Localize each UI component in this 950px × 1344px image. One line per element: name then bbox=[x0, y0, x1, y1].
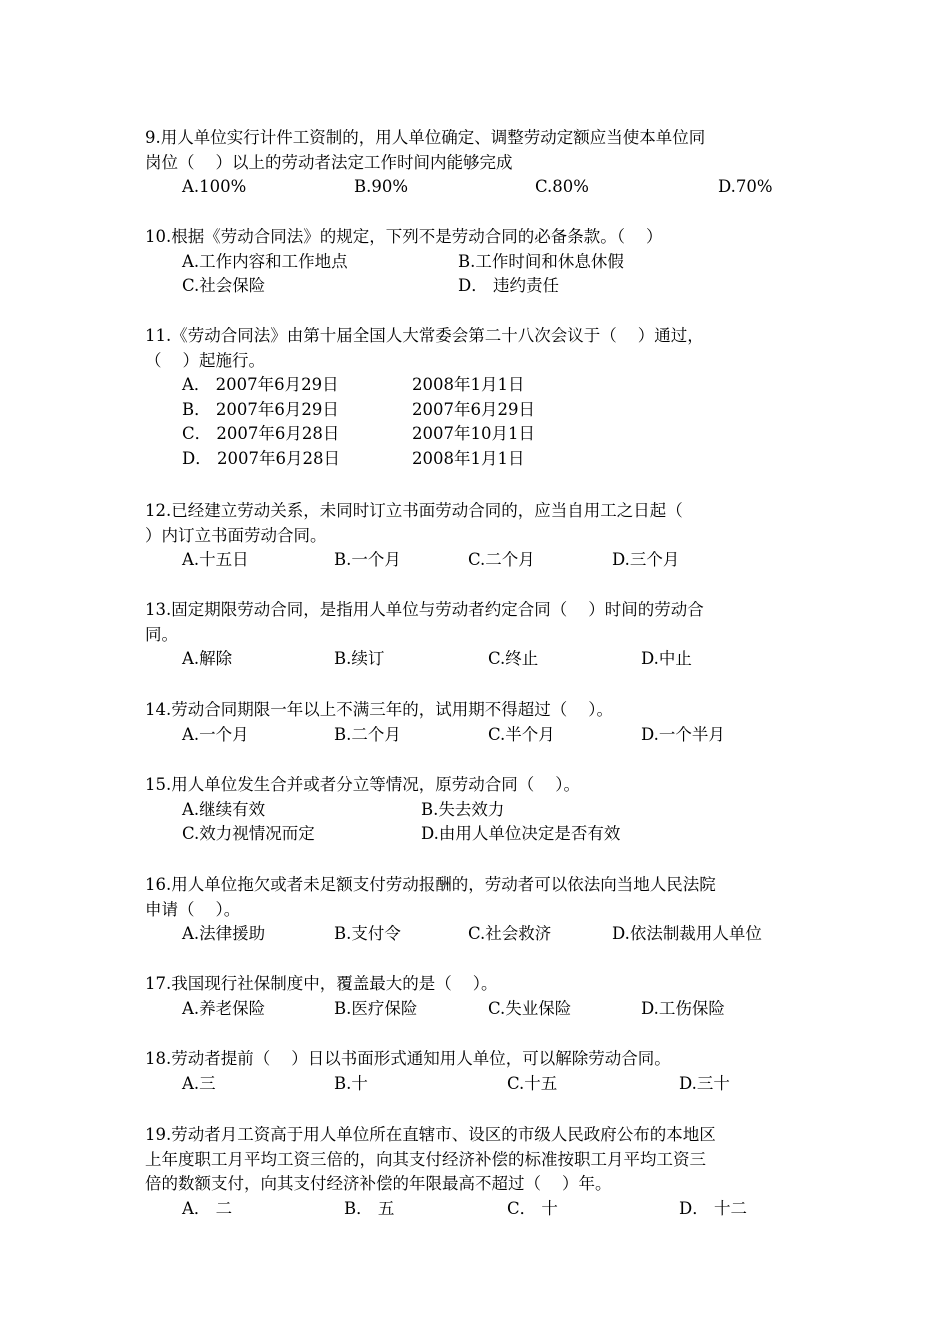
option-d: D.中止 bbox=[641, 649, 692, 668]
option-d: D.一个半月 bbox=[641, 724, 725, 744]
option-row bbox=[145, 1072, 815, 1097]
option-b-date-effective: 2007年6月29日 bbox=[412, 399, 535, 419]
option-b: B.医疗保险 bbox=[334, 998, 418, 1018]
option-b: B． 五 bbox=[344, 1198, 395, 1218]
option-c-date-passed: C． 2007年6月28日 bbox=[182, 424, 340, 443]
question-17 bbox=[145, 972, 815, 1021]
question-stem-line: 12.已经建立劳动关系，未同时订立书面劳动合同的，应当自用工之日起（ bbox=[145, 501, 683, 520]
question-12 bbox=[145, 499, 815, 573]
option-row bbox=[145, 250, 815, 275]
option-a-date-passed: A． 2007年6月29日 bbox=[182, 375, 339, 394]
question-18 bbox=[145, 1047, 815, 1096]
question-stem-line: 10.根据《劳动合同法》的规定，下列不是劳动合同的必备条款。（ ） bbox=[145, 227, 663, 246]
option-b: B.支付令 bbox=[334, 924, 401, 943]
option-a: A.法律援助 bbox=[182, 924, 266, 943]
option-a: A.养老保险 bbox=[182, 998, 266, 1018]
option-row bbox=[145, 1197, 815, 1222]
question-stem-line: 岗位（ ）以上的劳动者法定工作时间内能够完成 bbox=[145, 152, 513, 172]
question-stem-line: 19.劳动者月工资高于用人单位所在直辖市、设区的市级人民政府公布的本地区 bbox=[145, 1125, 716, 1144]
option-a-date-effective: 2008年1月1日 bbox=[412, 375, 525, 394]
question-stem-line: 16.用人单位拖欠或者未足额支付劳动报酬的，劳动者可以依法向当地人民法院 bbox=[145, 875, 716, 894]
option-d: D.三个月 bbox=[612, 550, 680, 569]
option-row bbox=[145, 274, 815, 299]
option-b: B.十 bbox=[334, 1073, 368, 1093]
option-a: A.100% bbox=[182, 177, 247, 196]
option-a: A.解除 bbox=[182, 649, 233, 668]
option-b: B.二个月 bbox=[334, 724, 401, 744]
option-c: C.80% bbox=[535, 177, 589, 196]
question-11 bbox=[145, 324, 815, 471]
option-b-date-passed: B． 2007年6月29日 bbox=[182, 399, 339, 419]
option-row bbox=[145, 175, 815, 200]
option-b: B.失去效力 bbox=[421, 799, 505, 819]
option-row bbox=[145, 398, 815, 423]
option-row bbox=[145, 997, 815, 1022]
question-stem-line: 15.用人单位发生合并或者分立等情况，原劳动合同（ ）。 bbox=[145, 775, 580, 794]
option-row bbox=[145, 922, 815, 947]
option-a: A.工作内容和工作地点 bbox=[182, 251, 348, 271]
option-c: C.半个月 bbox=[488, 724, 555, 744]
option-row bbox=[145, 422, 815, 447]
question-13 bbox=[145, 598, 815, 672]
option-row bbox=[145, 723, 815, 748]
question-stem-line: 同。 bbox=[145, 624, 178, 644]
option-d: D.由用人单位决定是否有效 bbox=[421, 824, 621, 843]
question-19 bbox=[145, 1123, 815, 1221]
option-c: C． 十 bbox=[507, 1198, 558, 1218]
option-b: B.一个月 bbox=[334, 550, 401, 569]
question-14 bbox=[145, 698, 815, 747]
option-c: C.二个月 bbox=[468, 550, 535, 569]
option-row bbox=[145, 822, 815, 847]
option-c: C.社会救济 bbox=[468, 924, 552, 943]
question-stem-line: 申请（ ）。 bbox=[145, 899, 241, 919]
option-c: C.效力视情况而定 bbox=[182, 824, 315, 843]
question-stem-line: 17.我国现行社保制度中，覆盖最大的是（ ）。 bbox=[145, 974, 498, 993]
option-d: D． 违约责任 bbox=[458, 276, 559, 295]
option-c: C.十五 bbox=[507, 1073, 558, 1093]
option-a: A.一个月 bbox=[182, 724, 249, 744]
question-stem-line: 上年度职工月平均工资三倍的，向其支付经济补偿的标准按职工月平均工资三 bbox=[145, 1149, 706, 1169]
option-c: C.失业保险 bbox=[488, 998, 572, 1018]
option-a: A.十五日 bbox=[182, 550, 249, 569]
option-d: D.工伤保险 bbox=[641, 998, 725, 1018]
option-row bbox=[145, 373, 815, 398]
option-a: A.继续有效 bbox=[182, 799, 266, 819]
question-stem-line: 18.劳动者提前（ ）日以书面形式通知用人单位，可以解除劳动合同。 bbox=[145, 1049, 671, 1068]
option-b: B.工作时间和休息休假 bbox=[458, 251, 624, 271]
question-9 bbox=[145, 126, 815, 200]
question-stem-line: 11.《劳动合同法》由第十届全国人大常委会第二十八次会议于（ ）通过， bbox=[145, 326, 704, 345]
question-10 bbox=[145, 225, 815, 299]
question-stem-line: 倍的数额支付，向其支付经济补偿的年限最高不超过（ ）年。 bbox=[145, 1174, 612, 1193]
option-row bbox=[145, 647, 815, 672]
option-b: B.续订 bbox=[334, 649, 385, 668]
option-d: D.依法制裁用人单位 bbox=[612, 924, 762, 943]
option-c: C.终止 bbox=[488, 649, 539, 668]
option-row bbox=[145, 798, 815, 823]
option-d: D． 十二 bbox=[679, 1198, 747, 1218]
option-row bbox=[145, 447, 815, 472]
question-stem-line: 9.用人单位实行计件工资制的，用人单位确定、调整劳动定额应当使本单位同 bbox=[145, 128, 706, 147]
option-c-date-effective: 2007年10月1日 bbox=[412, 424, 535, 443]
question-stem-line: （ ）起施行。 bbox=[145, 350, 265, 370]
question-stem-line: 13.固定期限劳动合同，是指用人单位与劳动者约定合同（ ）时间的劳动合 bbox=[145, 600, 704, 619]
option-d-date-effective: 2008年1月1日 bbox=[412, 448, 525, 468]
question-stem-line: 14.劳动合同期限一年以上不满三年的，试用期不得超过（ ）。 bbox=[145, 700, 613, 719]
option-row bbox=[145, 548, 815, 573]
option-c: C.社会保险 bbox=[182, 276, 266, 295]
option-b: B.90% bbox=[354, 177, 409, 196]
option-a: A． 二 bbox=[182, 1198, 233, 1218]
question-stem-line: ）内订立书面劳动合同。 bbox=[145, 525, 327, 545]
question-15 bbox=[145, 773, 815, 847]
option-a: A.三 bbox=[182, 1073, 216, 1093]
question-16 bbox=[145, 873, 815, 947]
option-d: D.三十 bbox=[679, 1073, 730, 1093]
option-d-date-passed: D． 2007年6月28日 bbox=[182, 448, 340, 468]
option-d: D.70% bbox=[718, 177, 773, 196]
